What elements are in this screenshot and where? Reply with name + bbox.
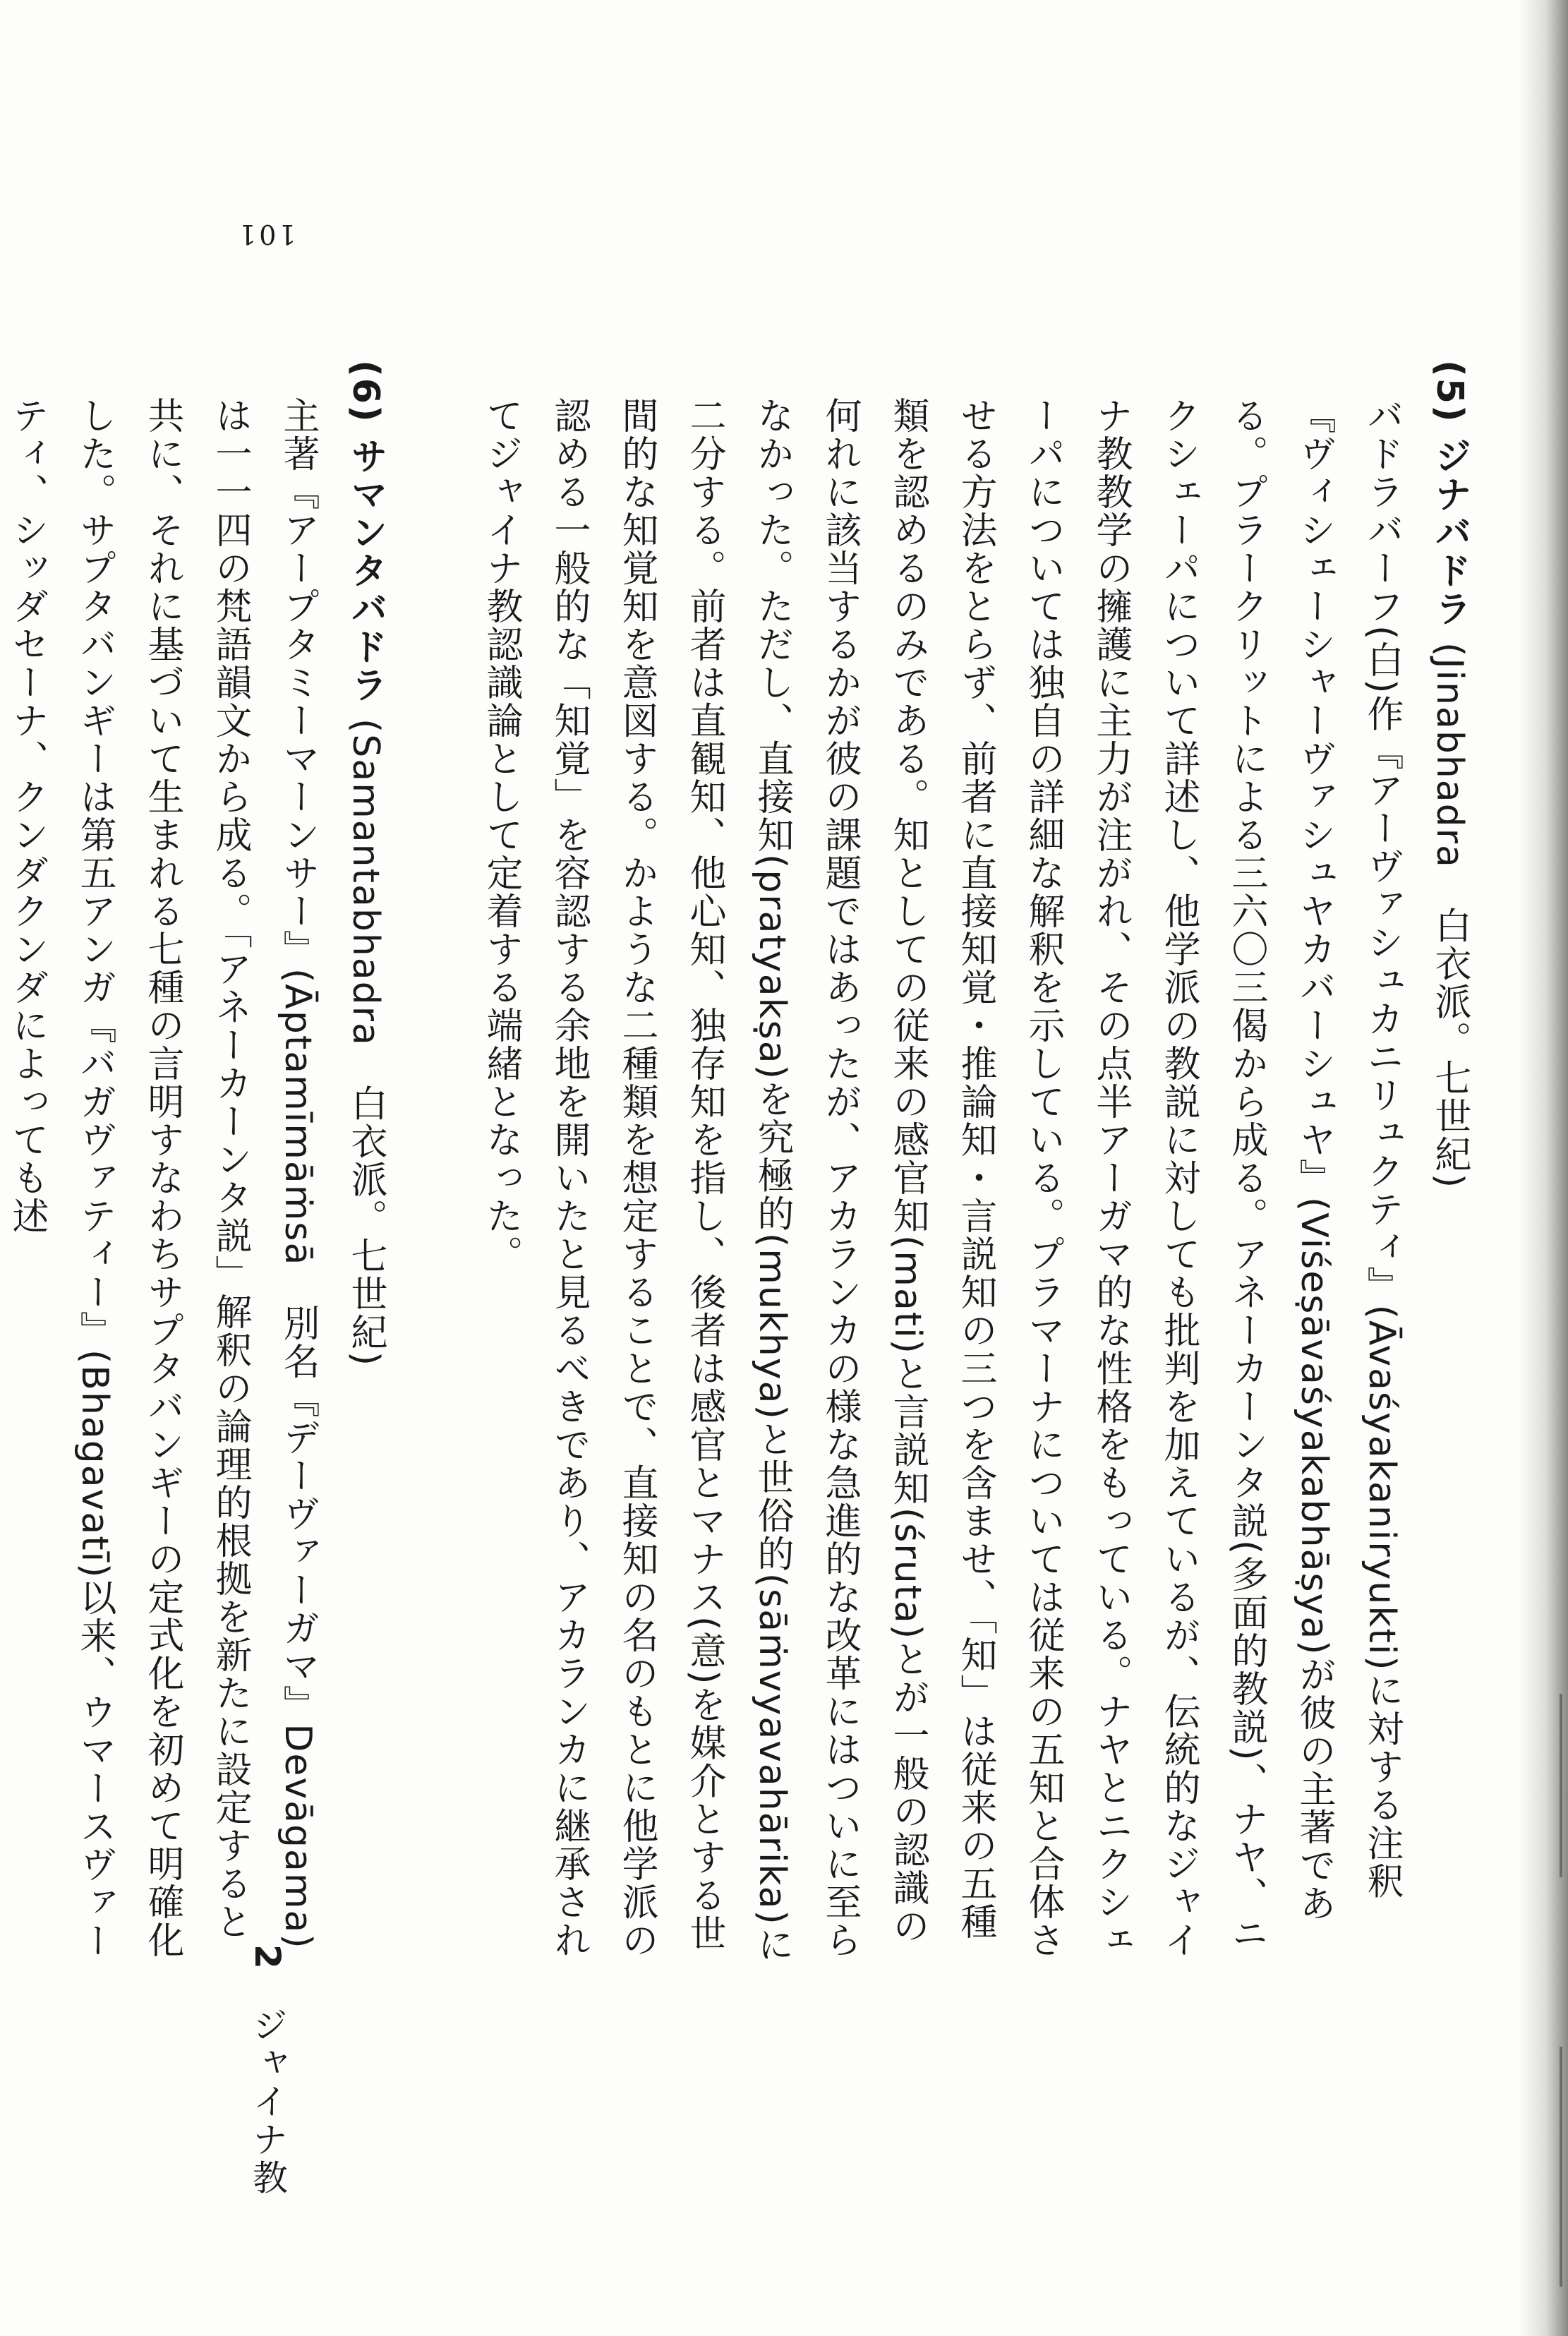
section-6-paragraph: 主著『アープタミーマーンサー』(Āptamīmāṁsā 別名『デーヴァーガマ』Devāgama)は一一四の梵語韻文から成る。「アネーカーンタ説」解釈の論理的根拠を新たに設定すると共に、それに基づいて生まれる七種の言明すなわちサプタバンギーの定式化を初めて明確化した。サプタバンギーは第五アンガ『バガヴァティー』(Bhagavatī)以来、ウマースヴァーティ、シッダセーナ、クンダクンダによっても述 — [6, 397, 319, 1961]
section-6-subtitle: (Samantabhadra 白衣派。七世紀) — [344, 718, 387, 1368]
section-6-number: (6) — [344, 360, 387, 423]
edge-speck — [1560, 2047, 1562, 2287]
section-5-name: ジナバドラ — [1428, 437, 1471, 628]
edge-speck — [1560, 1694, 1562, 1877]
section-5-subtitle: (Jinabhadra 白衣派。七世紀) — [1428, 642, 1471, 1190]
section-5-paragraph: バドラバーフ(白)作『アーヴァシュカニリュクティ』(Āvaśyakaniryukti)に対する注釈『ヴィシェーシャーヴァシュヤカバーシュヤ』(Viśeṣāvaśyakabhāṣya)が彼の主著である。プラークリットによる三六〇三偈から成る。アネーカーンタ説(多面的教説)、ナヤ、ニクシェーパについて詳述し、他学派の教説に対しても批判を加えているが、伝統的なジャイナ教教学の擁護に主力が注がれ、その点半アーガマ的な性格をもっている。ナヤとニクシェーパについては独自の詳細な解釈を示している。プラマーナについては従来の五知と合体させる方法をとらず、前者に直接知覚・推論知・言説知の三つを含ませ、「知」は従来の五種類を認めるのみである。知としての従来の感官知(mati)と言説知(śruta)とが一般の認識の何れに該当するかが彼の課題ではあったが、アカランカの様な急進的な改革にはついに至らなかった。ただし、直接知(pratyakṣa)を究極的(mukhya)と世俗的(sāṁvyavahārika)に二分する。前者は直観知、他心知、独存知を指し、後者は感官とマナス(意)を媒介とする世間的な知覚知を意図する。かような二種類を想定することで、直接知の名のもとに他学派の認める一般的な「知覚」を容認する余地を開いたと見るべきであり、アカランカに継承されてジャイナ教認識論として定着する端緒となった。 — [480, 397, 1403, 1964]
section-6-heading — [332, 360, 399, 1969]
footer-chapter-number: 2 — [247, 1944, 288, 1972]
running-footer — [236, 1944, 293, 2198]
section-5-heading — [1416, 360, 1483, 1969]
section-6-name: サマンタバドラ — [344, 437, 387, 704]
section-5-number: (5) — [1428, 360, 1471, 423]
page-edge-shadow — [1519, 0, 1568, 2336]
footer-chapter-title: ジャイナ教 — [247, 2006, 288, 2198]
page-number: 101 — [236, 219, 296, 250]
body-text — [6, 360, 1483, 1969]
